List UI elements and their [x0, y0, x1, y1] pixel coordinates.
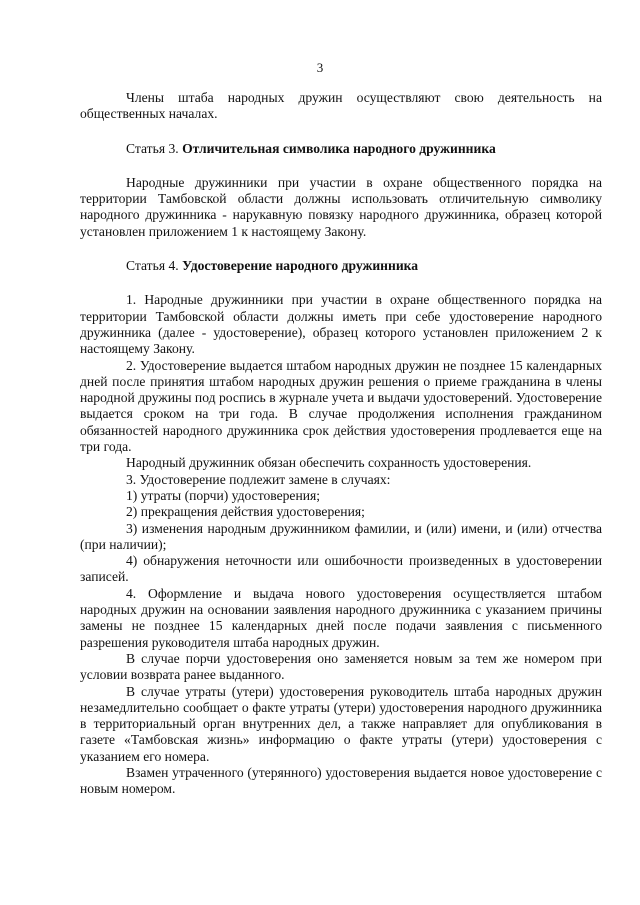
article-4-title: Удостоверение народного дружинника: [182, 258, 419, 274]
article-3-title: Отличительная символика народного дружинника: [182, 140, 496, 156]
intro-paragraph: Члены штаба народных дружин осуществляют свою деятельность на общественных началах.: [80, 90, 602, 122]
article-4-list-item: 3) изменения народным дружинником фамилии, и (или) имени, и (или) отчества (при наличии);: [80, 520, 602, 552]
article-4-paragraph: 1. Народные дружинники при участии в охране общественного порядка на территории Тамбовской области должны иметь при себе удостоверение народного дружинника (далее - удостоверение), образец которого установлен приложением 2 к настоящему Закону.: [80, 292, 602, 357]
document-body: [80, 90, 602, 798]
article-4-paragraph: 3. Удостоверение подлежит замене в случаях:: [126, 471, 391, 487]
article-3-text: Народные дружинники при участии в охране общественного порядка на территории Тамбовской области должны использовать отличительную символику народного дружинника - нарукавную повязку народного дружинника, образец которой установлен приложением 1 к настоящему Закону.: [80, 174, 602, 239]
article-4-paragraph: В случае утраты (утери) удостоверения руководитель штаба народных дружин незамедлительно сообщает о факте утраты (утери) удостоверения народного дружинника в территориальный орган внутренних дел, а также направляет для опубликования в газете «Тамбовская жизнь» информацию о факте утраты (утери) удостоверения с указанием его номера.: [80, 683, 602, 764]
article-4-paragraph: Взамен утраченного (утерянного) удостоверения выдается новое удостоверение с новым номером.: [80, 764, 602, 797]
article-4-paragraph: 4. Оформление и выдача нового удостоверения осуществляется штабом народных дружин на основании заявления народного дружинника с указанием причины замены не позднее 15 календарных дней после подачи заявления с письменного разрешения руководителя штаба народных дружин.: [80, 585, 602, 650]
article-3-prefix: Статья 3.: [126, 140, 179, 156]
article-4-list-item: 4) обнаружения неточности или ошибочности произведенных в удостоверении записей.: [80, 553, 602, 585]
article-4-paragraph: В случае порчи удостоверения оно заменяется новым за тем же номером при условии возврата ранее выданного.: [80, 650, 602, 683]
article-4-paragraph: Народный дружинник обязан обеспечить сохранность удостоверения.: [126, 455, 532, 471]
article-4-list-item: 1) утраты (порчи) удостоверения;: [126, 487, 321, 503]
article-4-prefix: Статья 4.: [126, 258, 179, 274]
article-3-heading: [80, 141, 602, 157]
article-4-list-item: 2) прекращения действия удостоверения;: [126, 504, 365, 520]
article-4-heading: [80, 258, 602, 274]
article-4-paragraph: 2. Удостоверение выдается штабом народных дружин не позднее 15 календарных дней после принятия штабом народных дружин решения о приеме гражданина в члены народной дружины под роспись в журнале учета и выдачи удостоверений. Удостоверение выдается сроком на три года. В случае продолжения исполнения гражданином обязанностей народного дружинника срок действия удостоверения продлевается еще на три года.: [80, 357, 602, 455]
page-number: 3: [316, 60, 324, 75]
